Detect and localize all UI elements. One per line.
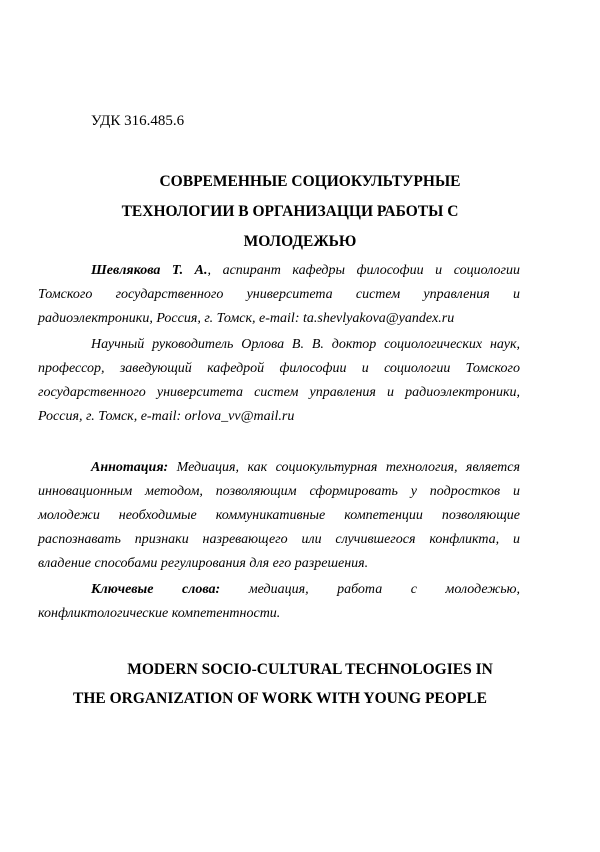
author-position: , аспирант кафедры философии и социологии xyxy=(207,263,520,278)
author-line-1 xyxy=(91,262,520,279)
abstract-line-1 xyxy=(91,459,520,476)
supervisor-line-3: государственного университета систем управления и радиоэлектроники, xyxy=(38,385,520,400)
keywords-line-2: конфликтологические компетентности. xyxy=(38,606,281,621)
russian-title-line-3: МОЛОДЕЖЬЮ xyxy=(243,233,357,250)
author-name: Шевлякова Т. А. xyxy=(91,263,208,278)
russian-title-line-1: СОВРЕМЕННЫЕ СОЦИОКУЛЬТУРНЫЕ xyxy=(159,173,461,190)
abstract-line-3: молодежи необходимые коммуникативные компетенции позволяющие xyxy=(38,508,520,523)
russian-title-line-2: ТЕХНОЛОГИИ В ОРГАНИЗАЦЦИ РАБОТЫ С xyxy=(121,203,459,220)
author-line-2: Томского государственного университета систем управления и xyxy=(38,287,520,302)
abstract-text-start: Медиация, как социокультурная технология, является xyxy=(168,460,520,475)
supervisor-line-1: Научный руководитель Орлова В. В. доктор социологических наук, xyxy=(91,337,520,352)
english-title-line-2: THE ORGANIZATION OF WORK WITH YOUNG PEOPLE xyxy=(73,690,487,707)
udc-code: УДК 316.485.6 xyxy=(91,113,185,129)
abstract-label: Аннотация: xyxy=(91,460,169,475)
abstract-line-4: распознавать признаки назревающего или случившегося конфликта, и xyxy=(38,532,520,547)
author-line-3: радиоэлектроники, Россия, г. Томск, e-mail: ta.shevlyakova@yandex.ru xyxy=(38,311,455,326)
supervisor-line-4: Россия, г. Томск, e-mail: orlova_vv@mail.ru xyxy=(38,409,295,424)
abstract-line-5: владение способами регулирования для его разрешения. xyxy=(38,556,369,571)
english-title-line-1: MODERN SOCIO-CULTURAL TECHNOLOGIES IN xyxy=(127,661,493,678)
abstract-line-2: инновационным методом, позволяющим сформировать у подростков и xyxy=(38,484,520,499)
supervisor-line-2: профессор, заведующий кафедрой философии и социологии Томского xyxy=(38,361,520,376)
keywords-line-1 xyxy=(91,581,520,598)
keywords-label: Ключевые слова: xyxy=(91,582,221,597)
keywords-text-start: медиация, работа с молодежью, xyxy=(220,582,520,597)
